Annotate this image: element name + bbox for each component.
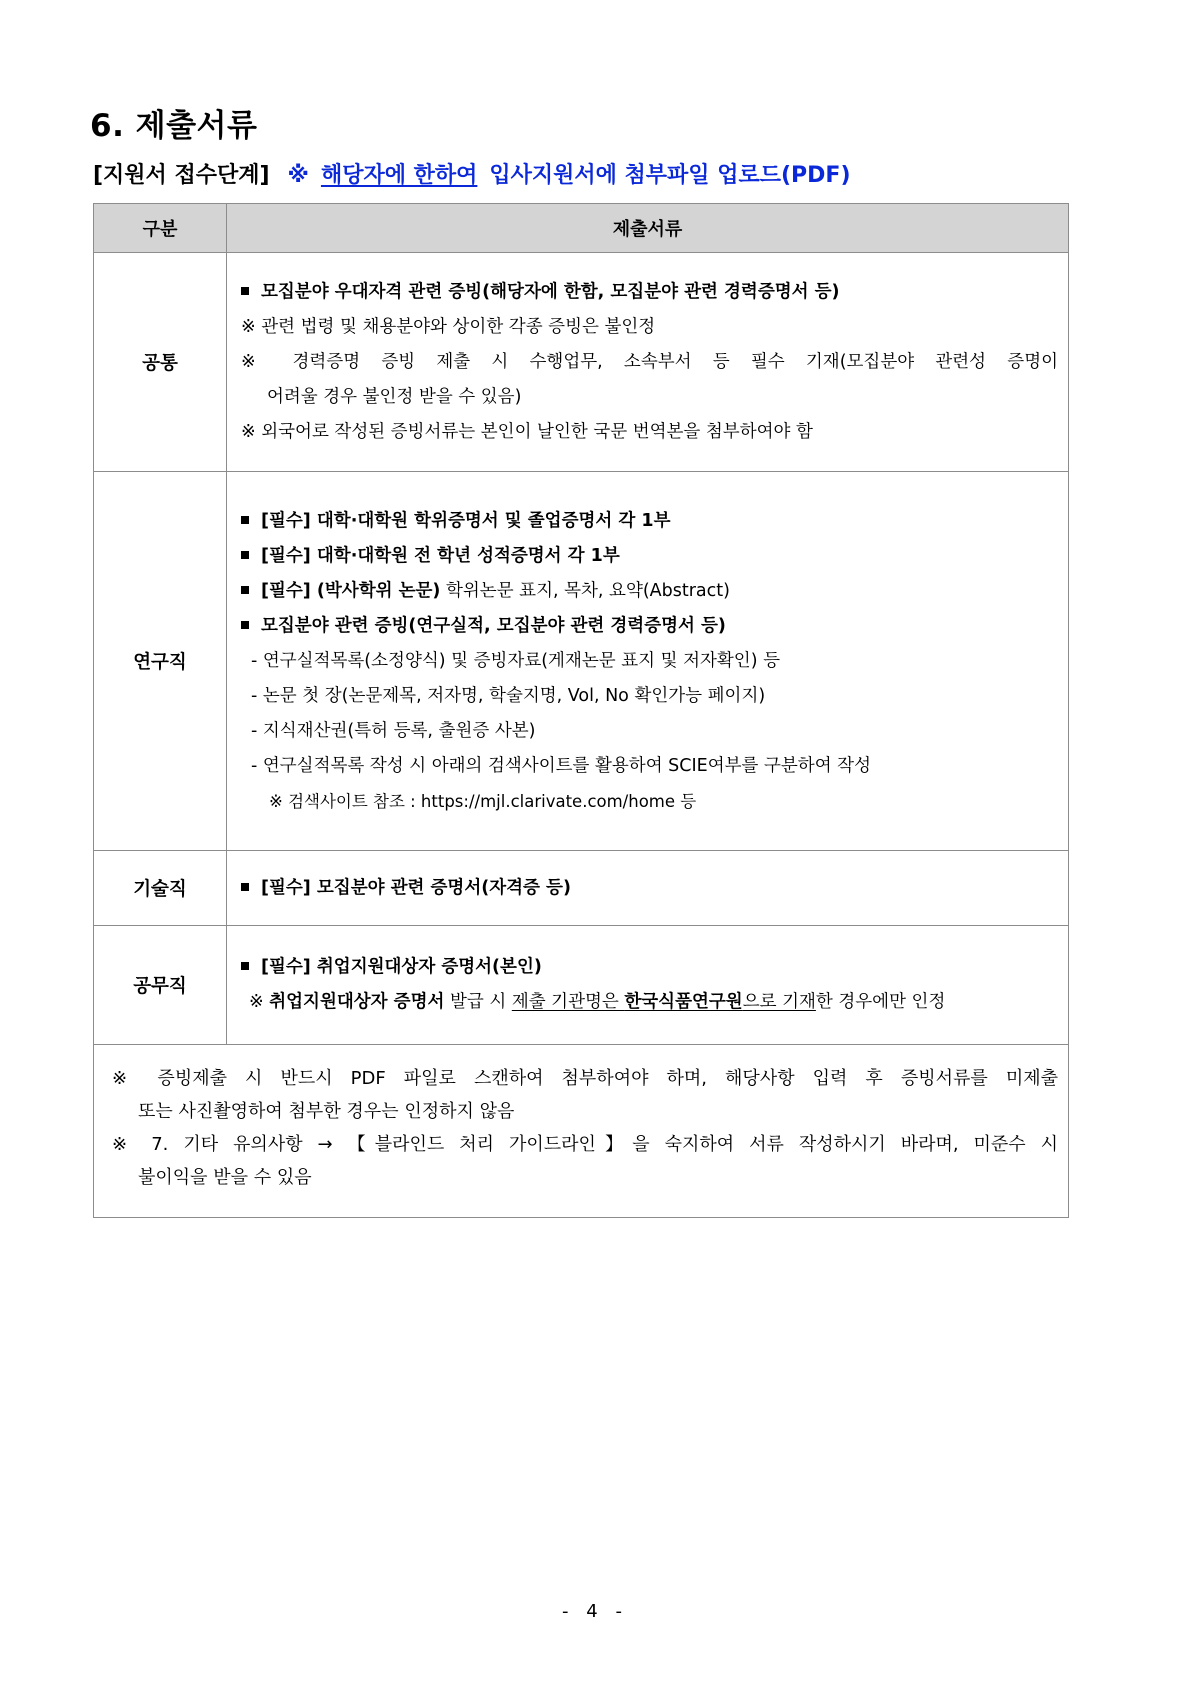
list-item bbox=[241, 871, 1058, 906]
common-documents bbox=[227, 253, 1069, 472]
note-bold-text: 취업지원대상자 증명서 bbox=[269, 992, 445, 1012]
category-research: 연구직 bbox=[94, 472, 227, 851]
header-category: 구분 bbox=[94, 204, 227, 253]
square-bullet-icon bbox=[241, 962, 249, 970]
category-common: 공통 bbox=[94, 253, 227, 472]
square-bullet-icon bbox=[241, 586, 249, 594]
category-technical: 기술직 bbox=[94, 851, 227, 926]
list-item bbox=[241, 609, 1058, 644]
list-item-text: [필수] 대학·대학원 전 학년 성적증명서 각 1부 bbox=[261, 545, 620, 566]
documents-table bbox=[93, 203, 1069, 1218]
note-line: ※ 외국어로 작성된 증빙서류는 본인이 날인한 국문 번역본을 첨부하여야 함 bbox=[241, 421, 813, 442]
research-documents bbox=[227, 472, 1069, 851]
technical-documents bbox=[227, 851, 1069, 926]
row-research bbox=[94, 472, 1069, 851]
note-line-continued: 또는 사진촬영하여 첨부한 경우는 인정하지 않음 bbox=[138, 1101, 515, 1122]
sub-item: - 연구실적목록 작성 시 아래의 검색사이트를 활용하여 SCIE여부를 구분하여 작성 bbox=[251, 755, 871, 776]
upload-note bbox=[288, 163, 851, 188]
square-bullet-icon bbox=[241, 287, 249, 295]
submission-stage-heading bbox=[93, 158, 851, 189]
table-header-row bbox=[94, 204, 1069, 253]
sub-item: - 연구실적목록(소정양식) 및 증빙자료(게재논문 표지 및 저자확인) 등 bbox=[251, 650, 780, 671]
category-civil: 공무직 bbox=[94, 926, 227, 1045]
note-line bbox=[241, 345, 1058, 380]
upload-instruction-text: 입사지원서에 첨부파일 업로드(PDF) bbox=[489, 163, 851, 188]
stage-label: [지원서 접수단계] bbox=[93, 163, 270, 188]
row-notes bbox=[94, 1045, 1069, 1218]
note-text: 제출 기관명은 bbox=[511, 992, 625, 1012]
list-item bbox=[241, 539, 1058, 574]
row-technical bbox=[94, 851, 1069, 926]
note-text: 으로 기재 bbox=[742, 992, 816, 1012]
note-underlined bbox=[512, 992, 816, 1012]
page-number: - 4 - bbox=[562, 1601, 628, 1622]
search-site-note: ※ 검색사이트 참조 : https://mjl.clarivate.com/home 등 bbox=[269, 791, 697, 811]
reference-mark: ※ bbox=[249, 992, 264, 1012]
note-line-text: ※ 증빙제출 시 반드시 PDF 파일로 스캔하여 첨부하여야 하며, 해당사항 입력 후 증빙서류를 미제출 bbox=[112, 1068, 1058, 1089]
row-common bbox=[94, 253, 1069, 472]
reference-mark: ※ bbox=[287, 163, 309, 188]
list-item-text: 모집분야 관련 증빙(연구실적, 모집분야 관련 경력증명서 등) bbox=[261, 615, 726, 636]
sub-item: - 지식재산권(특허 등록, 출원증 사본) bbox=[251, 720, 536, 741]
square-bullet-icon bbox=[241, 621, 249, 629]
note-line-text: ※ 7. 기타 유의사항 → 【블라인드 처리 가이드라인】을 숙지하여 서류 작성하시기 바라며, 미준수 시 bbox=[112, 1134, 1058, 1155]
section-title: 6. 제출서류 bbox=[90, 108, 258, 144]
list-item bbox=[241, 504, 1058, 539]
list-item-text: [필수] 대학·대학원 학위증명서 및 졸업증명서 각 1부 bbox=[261, 510, 671, 531]
list-item-text: [필수] 취업지원대상자 증명서(본인) bbox=[261, 957, 542, 977]
note-text: 한 경우에만 인정 bbox=[815, 992, 946, 1012]
note-line-continued: 불이익을 받을 수 있음 bbox=[138, 1167, 312, 1188]
list-item bbox=[241, 574, 1058, 609]
list-item bbox=[241, 275, 1058, 310]
applicable-only-text: 해당자에 한하여 bbox=[320, 163, 478, 188]
row-civil bbox=[94, 926, 1069, 1045]
note-line bbox=[112, 1128, 1058, 1161]
civil-note bbox=[241, 985, 1058, 1020]
list-item-text: [필수] 모집분야 관련 증명서(자격증 등) bbox=[261, 877, 571, 898]
note-line: ※ 관련 법령 및 채용분야와 상이한 각종 증빙은 불인정 bbox=[241, 316, 656, 337]
civil-documents bbox=[227, 926, 1069, 1045]
list-item-text: 모집분야 우대자격 관련 증빙(해당자에 한함, 모집분야 관련 경력증명서 등) bbox=[261, 281, 840, 302]
header-documents: 제출서류 bbox=[227, 204, 1069, 253]
square-bullet-icon bbox=[241, 516, 249, 524]
institution-name: 한국식품연구원 bbox=[624, 992, 743, 1012]
sub-item: - 논문 첫 장(논문제목, 저자명, 학술지명, Vol, No 확인가능 페이지) bbox=[251, 685, 766, 706]
list-item-text: 학위논문 표지, 목차, 요약(Abstract) bbox=[440, 580, 730, 601]
list-item-bold-text: [필수] (박사학위 논문) bbox=[261, 580, 441, 601]
note-line-text: ※ 경력증명 증빙 제출 시 수행업무, 소속부서 등 필수 기재(모집분야 관련성 증명이 bbox=[241, 351, 1058, 372]
note-line-continued: 어려울 경우 불인정 받을 수 있음) bbox=[267, 386, 522, 407]
note-line bbox=[112, 1062, 1058, 1095]
square-bullet-icon bbox=[241, 551, 249, 559]
note-text: 발급 시 bbox=[444, 992, 512, 1012]
list-item bbox=[241, 950, 1058, 985]
general-notes bbox=[94, 1045, 1069, 1218]
square-bullet-icon bbox=[241, 883, 249, 891]
